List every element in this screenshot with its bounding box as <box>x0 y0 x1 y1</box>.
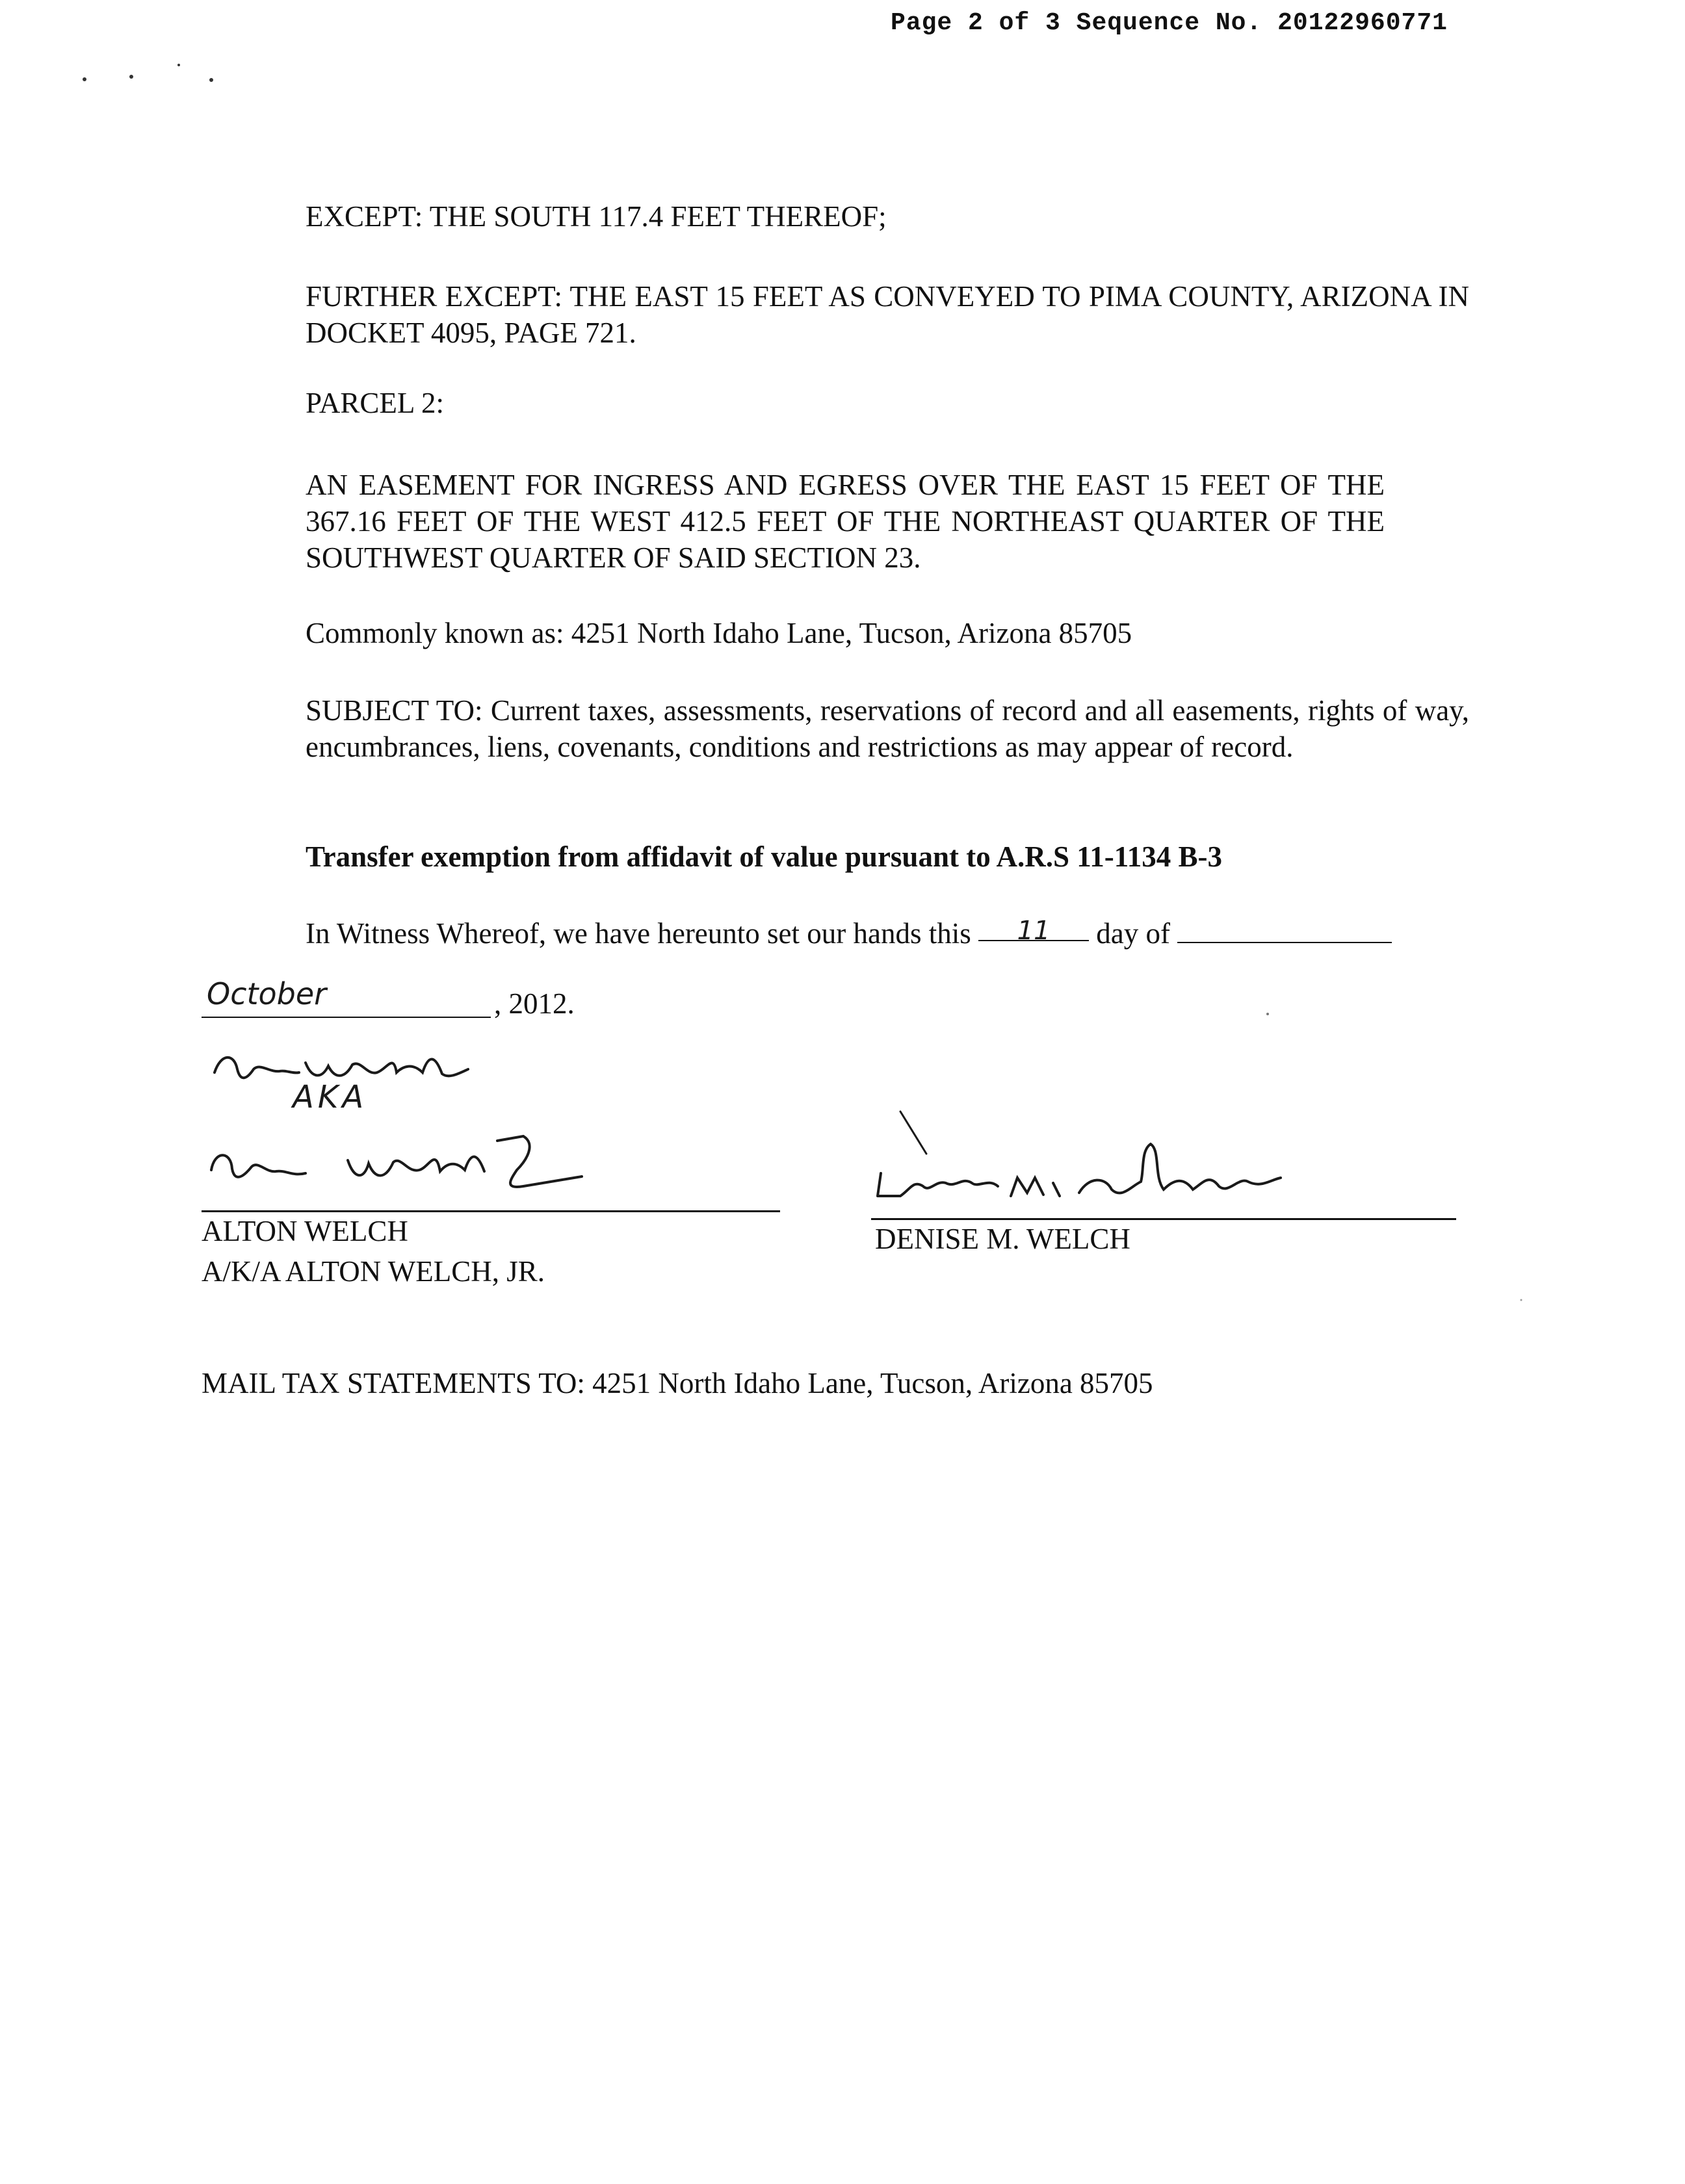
subject-to-clause: SUBJECT TO: Current taxes, assessments, reservations of record and all easements, rights of way, encumbrances, liens, covenants, conditions and restrictions as may appear of record. <box>306 694 1469 763</box>
alton-welch-second-signature <box>198 1124 601 1209</box>
easement-clause: AN EASEMENT FOR INGRESS AND EGRESS OVER THE EAST 15 FEET OF THE 367.16 FEET OF THE WEST 412.5 FEET OF THE NORTHEAST QUARTER OF THE SOUTHWEST QUARTER OF SAID SECTION 23. <box>306 469 1385 574</box>
mail-tax-statements: MAIL TAX STATEMENTS TO: 4251 North Idaho Lane, Tucson, Arizona 85705 <box>202 1367 1153 1399</box>
month-line <box>202 975 592 1020</box>
day-of-text: day of <box>1096 917 1170 950</box>
scan-specks-right <box>1235 1001 1560 1326</box>
transfer-exemption-statement: Transfer exemption from affidavit of value pursuant to A.R.S 11-1134 B-3 <box>306 840 1223 873</box>
alton-welch-signature <box>208 1034 546 1105</box>
parcel2-heading: PARCEL 2: <box>306 387 444 419</box>
page-sequence-header: Page 2 of 3 Sequence No. 20122960771 <box>891 9 1448 37</box>
left-signature-line <box>202 1210 780 1212</box>
except-south-clause: EXCEPT: THE SOUTH 117.4 FEET THEREOF; <box>306 200 887 233</box>
day-blank[interactable] <box>978 915 1089 946</box>
year-text: , 2012. <box>494 987 575 1020</box>
witness-text: In Witness Whereof, we have hereunto set our hands this <box>306 917 971 950</box>
commonly-known-address: Commonly known as: 4251 North Idaho Lane, Tucson, Arizona 85705 <box>306 617 1132 649</box>
month-blank[interactable] <box>202 975 491 1018</box>
witness-line <box>306 915 1392 952</box>
denise-welch-name: DENISE M. WELCH <box>875 1223 1130 1255</box>
alton-welch-aka-name: A/K/A ALTON WELCH, JR. <box>202 1255 545 1288</box>
scan-specks <box>78 58 234 91</box>
handwritten-day: 11 <box>1017 916 1051 946</box>
further-except-clause: FURTHER EXCEPT: THE EAST 15 FEET AS CONVEYED TO PIMA COUNTY, ARIZONA IN DOCKET 4095, PAGE 721. <box>306 280 1469 349</box>
alton-welch-name: ALTON WELCH <box>202 1215 408 1247</box>
handwritten-month: October <box>207 976 327 1011</box>
handwritten-aka: AKA <box>293 1079 368 1115</box>
month-blank-upper[interactable] <box>1177 917 1392 943</box>
